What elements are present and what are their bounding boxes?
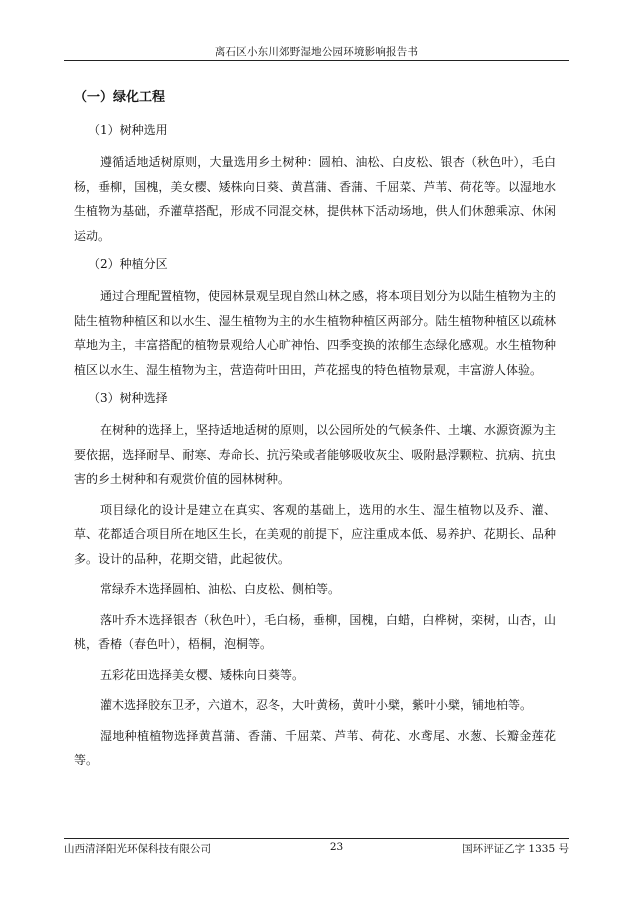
- footer-company: 山西清泽阳光环保科技有限公司: [64, 843, 211, 855]
- subsection-heading-2: （2）种植分区: [88, 257, 168, 271]
- page-content: [74, 88, 556, 779]
- subsection-heading-3: （3）树种选择: [88, 391, 168, 405]
- paragraph: 灌木选择胶东卫矛，六道木，忍冬，大叶黄杨，黄叶小檗，紫叶小檗，铺地柏等。: [100, 698, 533, 712]
- page-number: 23: [329, 841, 344, 853]
- paragraph: 在树种的选择上，坚持适地适树的原则，以公园所处的气候条件、土壤、水源资源为主要依据，选择耐旱、耐寒、寿命长、抗污染或者能够吸收灰尘、吸附悬浮颗粒、抗病、抗虫害的乡土树种和有观赏价值的园林树种。: [74, 423, 557, 486]
- footer-divider: [64, 838, 569, 839]
- subsection-heading-1: （1）树种选用: [88, 123, 168, 137]
- paragraph: 落叶乔木选择银杏（秋色叶），毛白杨，垂柳，国槐，白蜡，白桦树，栾树，山杏，山桃，香椿（春色叶），梧桐，泡桐等。: [74, 612, 556, 651]
- page-header: 离石区小东川郊野湿地公园环境影响报告书: [214, 46, 419, 58]
- paragraph: 五彩花田选择美女樱、矮株向日葵等。: [100, 667, 305, 682]
- header-divider: [64, 60, 569, 61]
- paragraph: 项目绿化的设计是建立在真实、客观的基础上，选用的水生、湿生植物以及乔、灌、草、花都适合项目所在地区生长，在美观的前提下，应注重成本低、易养护、花期长、品种多。设计的品种，花期交错，此起彼伏。: [74, 502, 556, 566]
- footer-certificate: 国环评证乙字 1335 号: [462, 843, 569, 855]
- section-title: （一）绿化工程: [74, 90, 166, 105]
- paragraph: 湿地种植植物选择黄菖蒲、香蒲、千屈菜、芦苇、荷花、水鸢尾、水葱、长瓣金莲花等。: [74, 728, 556, 767]
- paragraph: 通过合理配置植物，使园林景观呈现自然山林之感，将本项目划分为以陆生植物为主的陆生植物种植区和以水生、湿生植物为主的水生植物种植区两部分。陆生植物种植区以疏林草地为主，丰富搭配的植物景观给人心旷神怡、四季变换的浓郁生态绿化感观。水生植物种植区以水生、湿生植物为主，营造荷叶田田，芦花摇曳的特色植物景观，丰富游人体验。: [74, 289, 557, 377]
- paragraph: 遵循适地适树原则，大量选用乡土树种：圆柏、油松、白皮松、银杏（秋色叶），毛白杨，垂柳，国槐，美女樱、矮株向日葵、黄菖蒲、香蒲、千屈菜、芦苇、荷花等。以湿地水生植物为基础，乔灌草搭配，形成不同混交林，提供林下活动场地，供人们休憩乘凉、休闲运动。: [74, 155, 556, 243]
- paragraph: 常绿乔木选择圆柏、油松、白皮松、侧柏等。: [100, 582, 341, 596]
- page-footer: [64, 841, 569, 856]
